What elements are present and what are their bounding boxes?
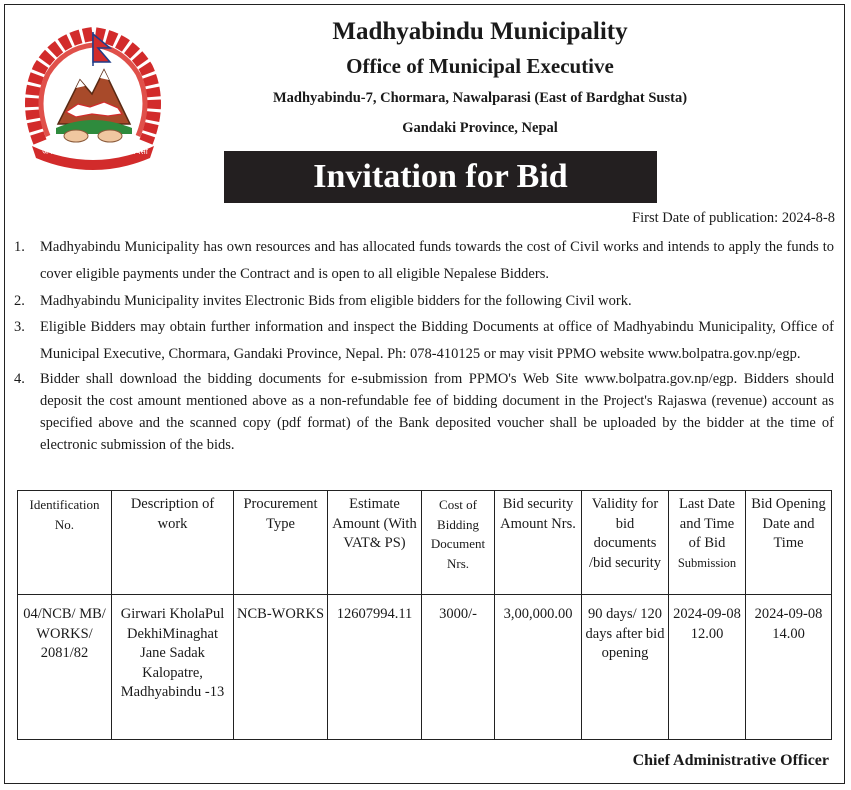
header-bid-security: Bid security Amount Nrs. (495, 491, 582, 595)
paragraph-text: Eligible Bidders may obtain further information and inspect the Bidding Documents at office of Madhyabindu Municipality, Office of Municipal Executive, Chormara, Gandaki Province, Nepal. Ph: 078-410125 or may visit PPMO website www.bolpatra.gov.np/egp. (40, 319, 834, 362)
notice-paragraph (14, 234, 834, 288)
publication-date: First Date of publication: 2024-8-8 (632, 210, 835, 226)
notice-paragraphs (14, 234, 834, 456)
header-last-date-main: Last Date and Time of Bid (679, 496, 735, 551)
paragraph-number: 1. (14, 239, 25, 255)
cell-bid-security: 3,00,000.00 (495, 595, 582, 740)
header-opening-date: Bid Opening Date and Time (746, 491, 832, 595)
municipality-name: Madhyabindu Municipality (332, 18, 628, 45)
province-name: Gandaki Province, Nepal (402, 120, 558, 136)
cell-validity: 90 days/ 120 days after bid opening (582, 595, 669, 740)
cell-estimate-amount: 12607994.11 (328, 595, 422, 740)
office-name: Office of Municipal Executive (346, 54, 614, 78)
header-description: Description of work (112, 491, 234, 595)
bid-table (17, 490, 832, 740)
table-header-row (18, 491, 832, 595)
cell-opening-date: 2024-09-08 14.00 (746, 595, 832, 740)
header-validity: Validity for bid documents /bid security (582, 491, 669, 595)
cell-description: Girwari KholaPul DekhiMinaghat Jane Sadak Kalopatre, Madhyabindu -13 (112, 595, 234, 740)
cell-last-date: 2024-09-08 12.00 (669, 595, 746, 740)
cell-cost-document: 3000/- (422, 595, 495, 740)
header-procurement-type: Procurement Type (234, 491, 328, 595)
paragraph-number: 2. (14, 293, 25, 309)
paragraph-number: 3. (14, 319, 25, 335)
office-address: Madhyabindu-7, Chormara, Nawalparasi (East of Bardghat Susta) (272, 90, 688, 106)
notice-paragraph (14, 314, 834, 368)
header-estimate-amount: Estimate Amount (With VAT& PS) (328, 491, 422, 595)
header-last-date (669, 491, 746, 595)
header-identification: Identification No. (18, 491, 112, 595)
emblem-motto: जननी जन्मभूमिश्च स्वर्गादपि गरीयसी (42, 147, 148, 156)
cell-identification: 04/NCB/ MB/ WORKS/ 2081/82 (18, 595, 112, 740)
paragraph-text: Madhyabindu Municipality invites Electronic Bids from eligible bidders for the following Civil work. (40, 293, 632, 309)
header-cost-document: Cost of Bidding Document Nrs. (422, 491, 495, 595)
paragraph-number: 4. (14, 371, 25, 387)
header-last-date-sub: Submission (677, 555, 737, 570)
notice-paragraph (14, 368, 834, 456)
signature-title: Chief Administrative Officer (632, 752, 829, 769)
table-row (18, 595, 832, 740)
paragraph-text: Madhyabindu Municipality has own resources and has allocated funds towards the cost of Civil works and intends to apply the funds to cover eligible payments under the Contract and is open to all eligible Nepalese Bidders. (40, 239, 834, 282)
notice-paragraph (14, 288, 834, 314)
cell-procurement-type: NCB-WORKS (234, 595, 328, 740)
paragraph-text: Bidder shall download the bidding documents for e-submission from PPMO's Web Site www.bolpatra.gov.np/egp. Bidders should deposit the cost amount mentioned above as a non-refundable fee of bidding document in the Project's Rajaswa (revenue) account as specified above and the scanned copy (pdf format) of the Bank deposited voucher shall be uploaded by the bidder at the time of electronic submission of the bids. (40, 371, 834, 453)
notice-title-banner: Invitation for Bid (224, 151, 657, 203)
